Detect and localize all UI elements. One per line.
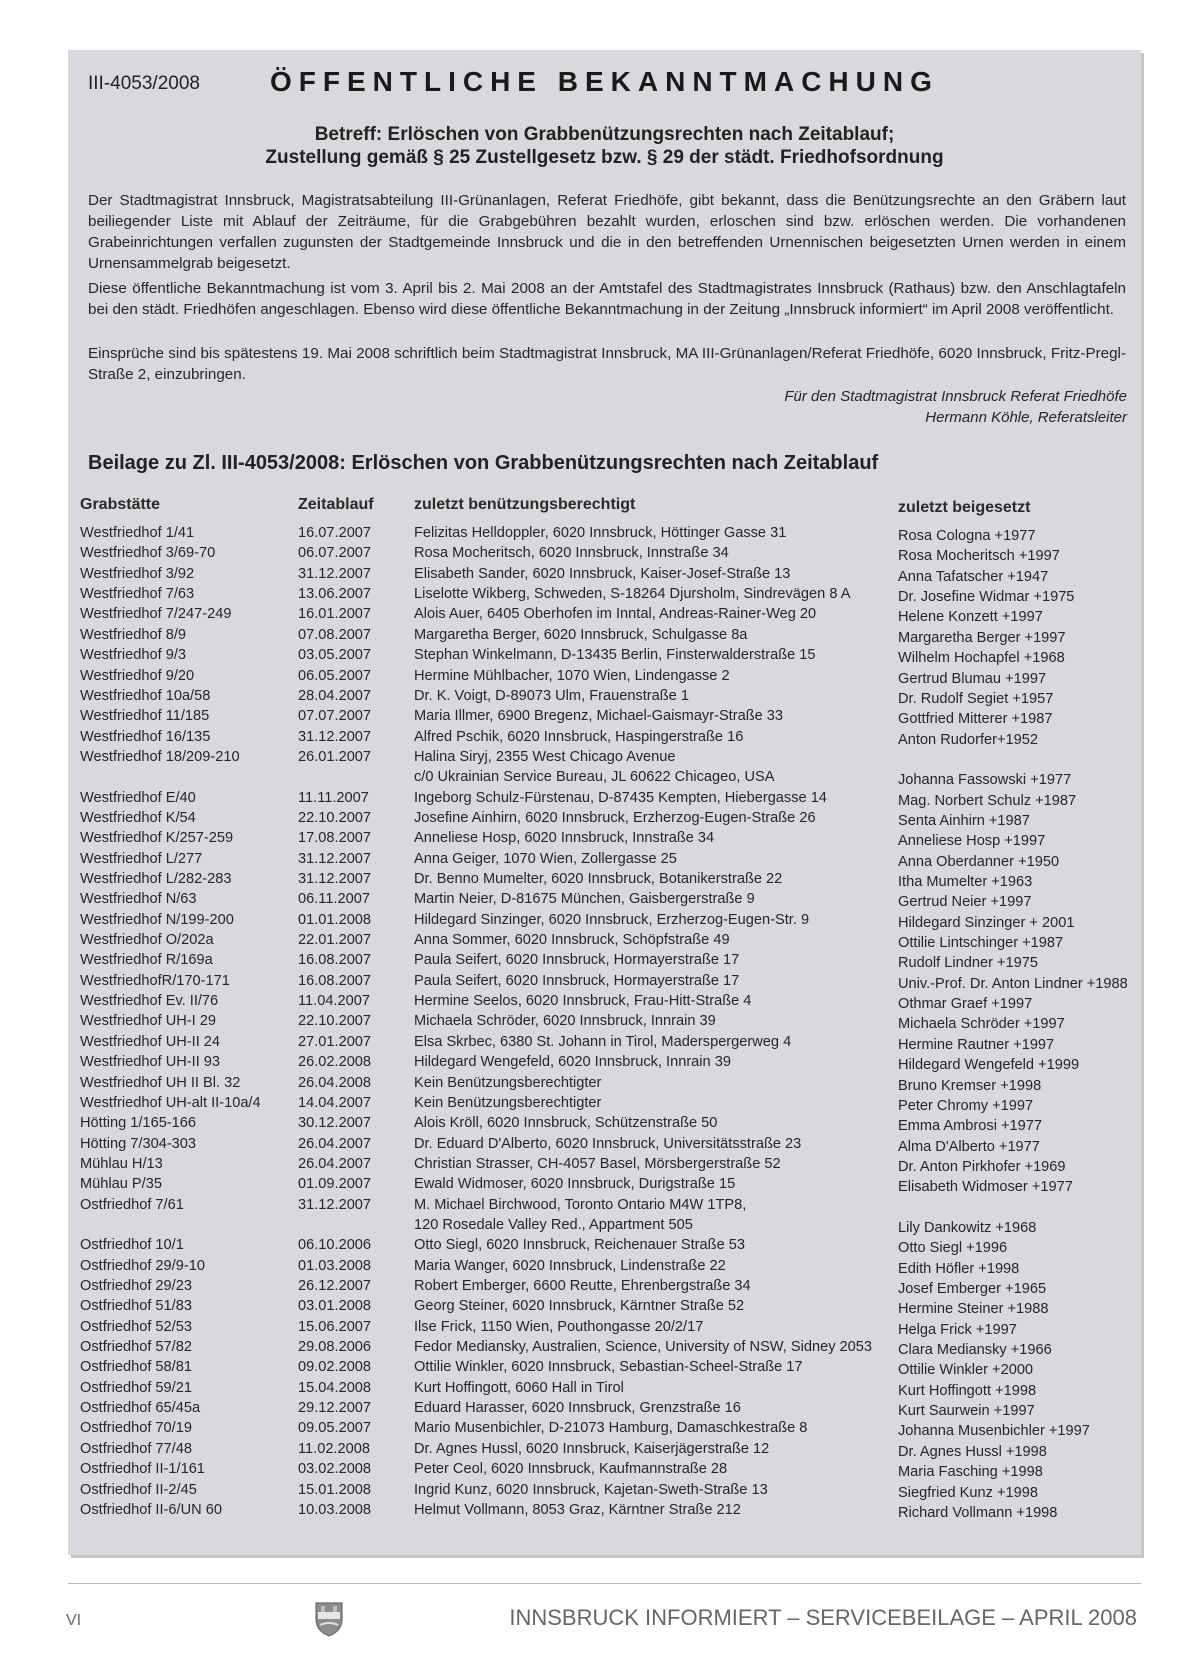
grave-cell: Ostfriedhof II-6/UN 60 xyxy=(80,1501,222,1518)
last-buried-cell: Othmar Graef +1997 xyxy=(898,996,1033,1012)
last-buried-cell: Michaela Schröder +1997 xyxy=(898,1016,1065,1033)
expiry-cell: 26.12.2007 xyxy=(298,1278,372,1294)
last-holder-cell: Ingrid Kunz, 6020 Innsbruck, Kajetan-Sweth-Straße 13 xyxy=(414,1481,768,1498)
last-holder-cell: Liselotte Wikberg, Schweden, S-18264 Djursholm, Sindrevägen 8 A xyxy=(414,586,851,602)
grave-cell: Westfriedhof E/40 xyxy=(80,789,196,806)
column-header-last-holder: zuletzt benützungsberechtigt xyxy=(414,496,636,513)
last-buried-cell: Otto Siegl +1996 xyxy=(898,1240,1008,1257)
last-holder-cell: Mario Musenbichler, D-21073 Hamburg, Damaschkestraße 8 xyxy=(414,1420,808,1437)
last-buried-cell: Clara Mediansky +1966 xyxy=(898,1342,1052,1358)
last-holder-cell: Kurt Hoffingott, 6060 Hall in Tirol xyxy=(414,1379,624,1396)
last-holder-cell: Michaela Schröder, 6020 Innsbruck, Innrain 39 xyxy=(414,1013,716,1030)
expiry-cell: 14.04.2007 xyxy=(298,1094,372,1111)
grave-cell: Ostfriedhof 57/82 xyxy=(80,1339,192,1355)
grave-cell: Ostfriedhof 7/61 xyxy=(80,1196,184,1213)
last-holder-cell: Hermine Seelos, 6020 Innsbruck, Frau-Hitt-Straße 4 xyxy=(414,993,752,1009)
last-buried-cell: Lily Dankowitz +1968 xyxy=(898,1219,1037,1236)
last-buried-cell: Johanna Fassowski +1977 xyxy=(898,772,1072,789)
last-buried-cell: Anna Tafatscher +1947 xyxy=(898,568,1049,585)
grave-cell: Westfriedhof UH-II 24 xyxy=(80,1033,221,1050)
grave-cell: Westfriedhof 9/3 xyxy=(80,647,186,664)
last-buried-cell: Senta Ainhirn +1987 xyxy=(898,812,1030,829)
last-buried-cell: Emma Ambrosi +1977 xyxy=(898,1118,1042,1135)
grave-cell: Ostfriedhof 52/53 xyxy=(80,1318,192,1335)
expiry-cell: 22.10.2007 xyxy=(298,809,372,826)
last-holder-cell: Ottilie Winkler, 6020 Innsbruck, Sebastian-Scheel-Straße 17 xyxy=(414,1359,803,1376)
expiry-cell: 29.08.2006 xyxy=(298,1339,372,1355)
notice-panel xyxy=(68,50,1141,1555)
last-holder-cell: Anna Sommer, 6020 Innsbruck, Schöpfstraße 49 xyxy=(414,932,730,948)
last-holder-cell: Elsa Skrbec, 6380 St. Johann in Tirol, Maderspergerweg 4 xyxy=(414,1033,792,1050)
expiry-cell: 31.12.2007 xyxy=(298,850,372,867)
grave-cell: Ostfriedhof II-1/161 xyxy=(80,1461,205,1478)
last-buried-cell: Elisabeth Widmoser +1977 xyxy=(898,1179,1073,1196)
expiry-cell: 01.03.2008 xyxy=(298,1257,372,1274)
last-buried-cell: Wilhelm Hochapfel +1968 xyxy=(898,650,1065,667)
grave-cell: WestfriedhofR/170-171 xyxy=(80,972,230,989)
signature-line-2: Hermann Köhle, Referatsleiter xyxy=(925,409,1127,426)
last-buried-cell: Itha Mumelter +1963 xyxy=(898,874,1033,890)
last-holder-cell: Fedor Mediansky, Australien, Science, University of NSW, Sidney 2053 xyxy=(414,1339,873,1355)
last-holder-cell: Alois Kröll, 6020 Innsbruck, Schützenstraße 50 xyxy=(414,1115,718,1132)
last-buried-cell: Mag. Norbert Schulz +1987 xyxy=(898,792,1077,809)
expiry-cell: 06.11.2007 xyxy=(298,891,370,908)
expiry-cell: 13.06.2007 xyxy=(298,586,372,602)
expiry-cell: 11.11.2007 xyxy=(298,789,369,806)
expiry-cell: 09.05.2007 xyxy=(298,1420,372,1437)
last-holder-cell: Ilse Frick, 1150 Wien, Pouthongasse 20/2/17 xyxy=(414,1318,704,1335)
grave-cell: Westfriedhof Ev. II/76 xyxy=(80,993,219,1009)
last-buried-cell: Helene Konzett +1997 xyxy=(898,609,1043,626)
last-buried-cell: Alma D'Alberto +1977 xyxy=(898,1138,1040,1155)
last-holder-cell: Ewald Widmoser, 6020 Innsbruck, Durigstraße 15 xyxy=(414,1176,736,1193)
grave-cell: Westfriedhof K/54 xyxy=(80,809,196,826)
grave-cell: Ostfriedhof 29/9-10 xyxy=(80,1257,205,1274)
last-holder-cell: M. Michael Birchwood, Toronto Ontario M4W 1TP8, xyxy=(414,1196,747,1213)
expiry-cell: 11.02.2008 xyxy=(298,1440,370,1457)
last-holder-cell: Felizitas Helldoppler, 6020 Innsbruck, Höttinger Gasse 31 xyxy=(414,525,787,541)
expiry-cell: 10.03.2008 xyxy=(298,1501,372,1518)
grave-cell: Ostfriedhof 51/83 xyxy=(80,1298,192,1315)
last-holder-cell: Dr. Eduard D'Alberto, 6020 Innsbruck, Universitätsstraße 23 xyxy=(414,1135,802,1152)
last-buried-cell: Anton Rudorfer+1952 xyxy=(898,731,1038,748)
expiry-cell: 09.02.2008 xyxy=(298,1359,372,1376)
expiry-cell: 30.12.2007 xyxy=(298,1115,372,1132)
expiry-cell: 26.04.2007 xyxy=(298,1155,372,1172)
expiry-cell: 31.12.2007 xyxy=(298,871,372,887)
last-buried-cell: Kurt Hoffingott +1998 xyxy=(898,1382,1037,1399)
last-buried-cell: Siegfried Kunz +1998 xyxy=(898,1484,1038,1501)
expiry-cell: 16.01.2007 xyxy=(298,606,372,623)
column-header-grave: Grabstätte xyxy=(80,496,161,513)
grave-cell: Westfriedhof 7/63 xyxy=(80,586,195,602)
last-holder-cell: Anneliese Hosp, 6020 Innsbruck, Innstraße 34 xyxy=(414,830,715,847)
expiry-cell: 16.08.2007 xyxy=(298,952,372,969)
last-holder-cell: Robert Emberger, 6600 Reutte, Ehrenbergstraße 34 xyxy=(414,1278,751,1294)
last-holder-cell: Georg Steiner, 6020 Innsbruck, Kärntner Straße 52 xyxy=(414,1298,745,1315)
last-buried-cell: Anneliese Hosp +1997 xyxy=(898,833,1046,850)
grave-cell: Mühlau P/35 xyxy=(80,1176,162,1193)
last-buried-cell: Dr. Rudolf Segiet +1957 xyxy=(898,690,1054,707)
last-buried-cell: Ottilie Winkler +2000 xyxy=(898,1362,1034,1379)
expiry-cell: 03.02.2008 xyxy=(298,1461,372,1478)
expiry-cell: 26.02.2008 xyxy=(298,1054,372,1071)
expiry-cell: 16.07.2007 xyxy=(298,525,372,541)
grave-cell: Ostfriedhof 70/19 xyxy=(80,1420,192,1437)
subject-line-2: Zustellung gemäß § 25 Zustellgesetz bzw. § 29 der städt. Friedhofsordnung xyxy=(265,147,944,168)
last-buried-cell: Anna Oberdanner +1950 xyxy=(898,853,1060,870)
grave-cell: Westfriedhof L/282-283 xyxy=(80,871,232,887)
grave-cell: Westfriedhof 3/92 xyxy=(80,565,195,582)
expiry-cell: 31.12.2007 xyxy=(298,565,372,582)
expiry-cell: 03.05.2007 xyxy=(298,647,372,664)
expiry-cell: 27.01.2007 xyxy=(298,1033,372,1050)
reference-number: III-4053/2008 xyxy=(88,73,200,94)
innsbruck-coat-of-arms-icon xyxy=(314,1599,344,1637)
signature-line-1: Für den Stadtmagistrat Innsbruck Referat Friedhöfe xyxy=(784,388,1127,405)
grave-cell: Westfriedhof 7/247-249 xyxy=(80,606,232,623)
last-holder-cell: Margaretha Berger, 6020 Innsbruck, Schulgasse 8a xyxy=(414,626,748,643)
last-buried-cell: Edith Höfler +1998 xyxy=(898,1260,1020,1277)
publication-footer: INNSBRUCK INFORMIERT – SERVICEBEILAGE – APRIL 2008 xyxy=(509,1605,1137,1630)
grave-cell: Ostfriedhof 58/81 xyxy=(80,1359,192,1376)
last-holder-cell: Christian Strasser, CH-4057 Basel, Mörsbergerstraße 52 xyxy=(414,1155,781,1172)
last-buried-cell: Hermine Steiner +1988 xyxy=(898,1301,1049,1318)
grave-cell: Hötting 7/304-303 xyxy=(80,1135,197,1152)
last-buried-cell: Gertrud Neier +1997 xyxy=(898,894,1032,911)
notice-paragraph-1: Der Stadtmagistrat Innsbruck, Magistratsabteilung III-Grünanlagen, Referat Friedhöfe, gibt bekannt, dass die Benützungsrechte an den Gräbern laut beiliegender Liste mit Ablauf der Zeiträume, für die Grabgebühren bezahlt wurden, erloschen sind bzw. erlöschen werden. Die vorhandenen Grabeinrichtungen verfallen zugunsten der Stadtgemeinde Innsbruck und die in den betreffenden Urnennischen beigesetzten Urnen werden in einem Urnensammelgrab beigesetzt. xyxy=(88,192,1126,272)
last-holder-cell: Anna Geiger, 1070 Wien, Zollergasse 25 xyxy=(414,850,677,867)
last-buried-cell: Dr. Josefine Widmar +1975 xyxy=(898,589,1075,605)
last-holder-cell: Josefine Ainhirn, 6020 Innsbruck, Erzherzog-Eugen-Straße 26 xyxy=(414,809,816,826)
expiry-cell: 15.04.2008 xyxy=(298,1379,372,1396)
grave-cell: Westfriedhof 3/69-70 xyxy=(80,545,216,562)
last-holder-cell: Paula Seifert, 6020 Innsbruck, Hormayerstraße 17 xyxy=(414,972,740,989)
expiry-cell: 28.04.2007 xyxy=(298,687,372,704)
last-buried-cell: Helga Frick +1997 xyxy=(898,1321,1017,1338)
grave-cell: Ostfriedhof 29/23 xyxy=(80,1278,192,1294)
last-buried-cell: Dr. Anton Pirkhofer +1969 xyxy=(898,1158,1066,1175)
grave-cell: Westfriedhof N/199-200 xyxy=(80,911,234,928)
last-buried-cell: Kurt Saurwein +1997 xyxy=(898,1403,1035,1420)
last-holder-cell: Hildegard Sinzinger, 6020 Innsbruck, Erzherzog-Eugen-Str. 9 xyxy=(414,911,810,928)
grave-cell: Westfriedhof UH II Bl. 32 xyxy=(80,1074,241,1091)
page-title: ÖFFENTLICHE BEKANNTMACHUNG xyxy=(270,66,939,97)
last-buried-cell: Hermine Rautner +1997 xyxy=(898,1036,1055,1053)
last-holder-cell: Helmut Vollmann, 8053 Graz, Kärntner Straße 212 xyxy=(414,1501,741,1518)
grave-cell: Westfriedhof 18/209-210 xyxy=(80,748,240,765)
last-holder-cell: Kein Benützungsberechtigter xyxy=(414,1094,602,1111)
last-buried-cell: Rudolf Lindner +1975 xyxy=(898,955,1038,972)
last-buried-cell: Gottfried Mitterer +1987 xyxy=(898,711,1053,728)
grave-cell: Westfriedhof 11/185 xyxy=(80,708,210,725)
last-holder-cell: Paula Seifert, 6020 Innsbruck, Hormayerstraße 17 xyxy=(414,952,740,969)
page-number: VI xyxy=(66,1612,82,1629)
last-holder-cell: Eduard Harasser, 6020 Innsbruck, Grenzstraße 16 xyxy=(414,1400,741,1417)
last-holder-cell: Dr. Agnes Hussl, 6020 Innsbruck, Kaiserjägerstraße 12 xyxy=(414,1440,770,1457)
column-header-last-buried: zuletzt beigesetzt xyxy=(898,499,1031,516)
last-holder-cell: Otto Siegl, 6020 Innsbruck, Reichenauer Straße 53 xyxy=(414,1237,745,1254)
last-buried-cell: Bruno Kremser +1998 xyxy=(898,1077,1042,1094)
grave-cell: Westfriedhof L/277 xyxy=(80,850,203,867)
grave-cell: Westfriedhof K/257-259 xyxy=(80,830,234,847)
expiry-cell: 26.04.2008 xyxy=(298,1074,372,1091)
last-holder-cell: Ingeborg Schulz-Fürstenau, D-87435 Kempten, Hiebergasse 14 xyxy=(414,789,827,806)
expiry-cell: 26.01.2007 xyxy=(298,748,372,765)
grave-cell: Westfriedhof 16/135 xyxy=(80,728,211,745)
last-buried-cell: Hildegard Wengefeld +1999 xyxy=(898,1057,1080,1074)
notice-paragraph-2: Diese öffentliche Bekanntmachung ist vom 3. April bis 2. Mai 2008 an der Amtstafel des Stadtmagistrates Innsbruck (Rathaus) bzw. den Anschlagtafeln bei den städt. Friedhöfen angeschlagen. Ebenso wird diese öffentliche Bekanntmachung in der Zeitung „Innsbruck informiert“ im April 2008 veröffentlicht. xyxy=(88,280,1126,318)
grave-cell: Westfriedhof N/63 xyxy=(80,891,197,908)
expiry-cell: 22.01.2007 xyxy=(298,932,372,948)
grave-cell: Westfriedhof UH-I 29 xyxy=(80,1013,216,1030)
grave-cell: Mühlau H/13 xyxy=(80,1155,163,1172)
grave-cell: Ostfriedhof 59/21 xyxy=(80,1379,192,1396)
expiry-cell: 06.10.2006 xyxy=(298,1237,372,1254)
expiry-cell: 07.08.2007 xyxy=(298,626,372,643)
grave-cell: Westfriedhof R/169a xyxy=(80,952,213,969)
last-holder-cell: Kein Benützungsberechtigter xyxy=(414,1074,602,1091)
last-holder-cell: Maria Wanger, 6020 Innsbruck, Lindenstraße 22 xyxy=(414,1257,726,1274)
expiry-cell: 22.10.2007 xyxy=(298,1013,372,1030)
annex-title: Beilage zu Zl. III-4053/2008: Erlöschen von Grabbenützungsrechten nach Zeitablauf xyxy=(88,452,879,474)
last-buried-cell: Rosa Cologna +1977 xyxy=(898,528,1036,544)
notice-paragraph-3: Einsprüche sind bis spätestens 19. Mai 2008 schriftlich beim Stadtmagistrat Innsbruck, MA III-Grünanlagen/Referat Friedhöfe, 6020 Innsbruck, Fritz-Pregl-Straße 2, einzubringen. xyxy=(88,345,1126,383)
last-holder-cell: Martin Neier, D-81675 München, Gaisbergerstraße 9 xyxy=(414,891,755,908)
grave-cell: Westfriedhof 9/20 xyxy=(80,667,195,684)
last-holder-cell: Dr. K. Voigt, D-89073 Ulm, Frauenstraße 1 xyxy=(414,687,689,704)
grave-cell: Westfriedhof UH-alt II-10a/4 xyxy=(80,1094,261,1111)
last-buried-cell: Maria Fasching +1998 xyxy=(898,1464,1043,1481)
last-buried-cell: Hildegard Sinzinger + 2001 xyxy=(898,914,1075,931)
expiry-cell: 31.12.2007 xyxy=(298,1196,372,1213)
expiry-cell: 16.08.2007 xyxy=(298,972,372,989)
last-holder-cell: Hildegard Wengefeld, 6020 Innsbruck, Innrain 39 xyxy=(414,1054,731,1071)
last-holder-cell: Rosa Mocheritsch, 6020 Innsbruck, Innstraße 34 xyxy=(414,545,729,562)
last-buried-cell: Rosa Mocheritsch +1997 xyxy=(898,548,1060,565)
last-buried-cell: Josef Emberger +1965 xyxy=(898,1281,1047,1297)
last-buried-cell: Univ.-Prof. Dr. Anton Lindner +1988 xyxy=(898,975,1128,992)
last-holder-cell: 120 Rosedale Valley Red., Appartment 505 xyxy=(414,1216,693,1233)
subject-line-1: Betreff: Erlöschen von Grabbenützungsrechten nach Zeitablauf; xyxy=(314,124,895,145)
last-buried-cell: Richard Vollmann +1998 xyxy=(898,1504,1058,1521)
expiry-cell: 11.04.2007 xyxy=(298,993,370,1009)
last-holder-cell: Alfred Pschik, 6020 Innsbruck, Haspingerstraße 16 xyxy=(414,728,744,745)
last-buried-cell: Ottilie Lintschinger +1987 xyxy=(898,935,1064,951)
expiry-cell: 15.06.2007 xyxy=(298,1318,372,1335)
expiry-cell: 17.08.2007 xyxy=(298,830,372,847)
grave-cell: Westfriedhof 8/9 xyxy=(80,626,186,643)
expiry-cell: 06.07.2007 xyxy=(298,545,372,562)
last-buried-cell: Johanna Musenbichler +1997 xyxy=(898,1423,1090,1440)
last-holder-cell: Dr. Benno Mumelter, 6020 Innsbruck, Botanikerstraße 22 xyxy=(414,871,783,887)
expiry-cell: 06.05.2007 xyxy=(298,667,372,684)
grave-cell: Ostfriedhof 77/48 xyxy=(80,1440,192,1457)
last-buried-cell: Peter Chromy +1997 xyxy=(898,1097,1034,1114)
expiry-cell: 03.01.2008 xyxy=(298,1298,372,1315)
last-buried-cell: Gertrud Blumau +1997 xyxy=(898,670,1047,687)
grave-cell: Ostfriedhof 65/45a xyxy=(80,1400,201,1417)
expiry-cell: 31.12.2007 xyxy=(298,728,372,745)
expiry-cell: 07.07.2007 xyxy=(298,708,372,725)
grave-cell: Westfriedhof 10a/58 xyxy=(80,687,211,704)
grave-cell: Westfriedhof 1/41 xyxy=(80,525,195,541)
grave-cell: Westfriedhof O/202a xyxy=(80,932,214,948)
last-buried-cell: Margaretha Berger +1997 xyxy=(898,629,1066,646)
column-header-expiry: Zeitablauf xyxy=(298,496,374,513)
last-holder-cell: Peter Ceol, 6020 Innsbruck, Kaufmannstraße 28 xyxy=(414,1461,728,1478)
expiry-cell: 01.01.2008 xyxy=(298,911,372,928)
grave-cell: Westfriedhof UH-II 93 xyxy=(80,1054,221,1071)
last-holder-cell: Elisabeth Sander, 6020 Innsbruck, Kaiser-Josef-Straße 13 xyxy=(414,565,791,582)
last-holder-cell: Hermine Mühlbacher, 1070 Wien, Lindengasse 2 xyxy=(414,667,730,684)
last-holder-cell: Maria Illmer, 6900 Bregenz, Michael-Gaismayr-Straße 33 xyxy=(414,708,784,725)
grave-cell: Ostfriedhof II-2/45 xyxy=(80,1481,197,1498)
last-holder-cell: c/0 Ukrainian Service Bureau, JL 60622 Chicageo, USA xyxy=(414,769,775,786)
last-buried-cell: Dr. Agnes Hussl +1998 xyxy=(898,1443,1047,1460)
grave-cell: Hötting 1/165-166 xyxy=(80,1115,197,1132)
grave-cell: Ostfriedhof 10/1 xyxy=(80,1237,184,1254)
expiry-cell: 26.04.2007 xyxy=(298,1135,372,1152)
last-holder-cell: Alois Auer, 6405 Oberhofen im Inntal, Andreas-Rainer-Weg 20 xyxy=(414,606,817,623)
expiry-cell: 01.09.2007 xyxy=(298,1176,372,1193)
last-holder-cell: Stephan Winkelmann, D-13435 Berlin, Finsterwalderstraße 15 xyxy=(414,647,816,664)
expiry-cell: 29.12.2007 xyxy=(298,1400,372,1417)
last-holder-cell: Halina Siryj, 2355 West Chicago Avenue xyxy=(414,748,676,765)
footer-divider xyxy=(68,1583,1141,1584)
expiry-cell: 15.01.2008 xyxy=(298,1481,372,1498)
